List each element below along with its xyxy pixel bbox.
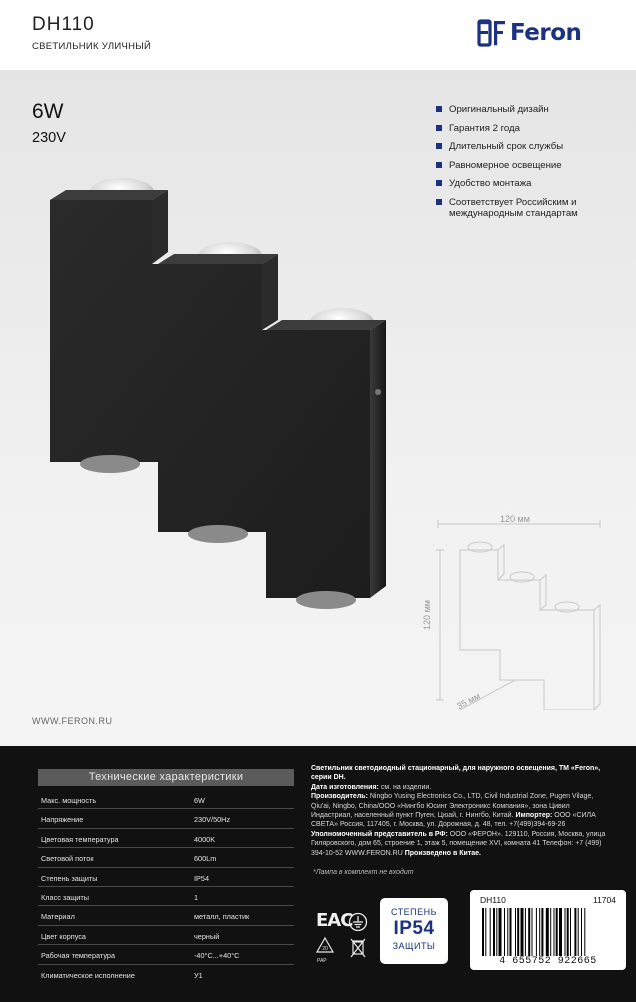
header xyxy=(0,0,636,70)
feature-item: Удобство монтажа xyxy=(436,178,626,189)
square-bullet-icon xyxy=(436,199,442,205)
feature-item: Соответствует Российским и международным стандартам xyxy=(436,197,626,219)
spec-row xyxy=(38,829,294,848)
lamp-note: *Лампа в комплект не входит xyxy=(313,869,414,876)
spec-name: Климатическое исполнение xyxy=(41,970,135,980)
barcode-bar xyxy=(510,908,512,956)
barcode-bar xyxy=(507,908,508,956)
spec-name: Цветовая температура xyxy=(41,834,119,844)
info-rep-value: ООО «ФЕРОН». 129110, Россия, Москва, улица Гиляровского, дом 65, строение 1, этаж 5, помещение XVI, комната 41 Телефон: +7 (499) 394-10-52 WWW.FERON.RU xyxy=(311,830,606,857)
info-importer-label: Импортер: xyxy=(513,812,553,820)
spec-row xyxy=(38,965,294,984)
barcode-article: 11704 xyxy=(592,895,616,905)
product-info-text xyxy=(311,764,611,858)
spec-value: 230V/50Hz xyxy=(194,815,231,825)
dimension-drawing xyxy=(421,510,610,715)
barcode-bar xyxy=(539,908,540,956)
spec-value: черный xyxy=(194,931,220,941)
feature-item: Гарантия 2 года xyxy=(436,123,626,134)
barcode-bar xyxy=(521,908,524,956)
barcode-bar xyxy=(584,908,585,956)
barcode-bar xyxy=(482,908,484,956)
barcode-bar xyxy=(556,908,558,956)
barcode-label xyxy=(470,890,626,970)
barcode-icon xyxy=(480,908,616,956)
spec-value: 6W xyxy=(194,796,205,805)
barcode-bar xyxy=(496,908,497,956)
barcode-bar xyxy=(485,908,486,956)
eac-mark-icon: EAC xyxy=(316,910,353,931)
dimension-diagram xyxy=(430,510,610,710)
spec-row xyxy=(38,809,294,828)
barcode-bar xyxy=(493,908,495,956)
info-description: Светильник светодиодный стационарный, для наружного освещения, ТМ «Feron», серии DH. xyxy=(311,765,601,782)
info-manufacturer-value: Ningbo Yusing Electronics Co., LTD, Civil Industrial Zone, Pugen Vilage, Qiu'ai, Ningbo, China/ООО «Нингбо Юсинг Электроникс Компания», зона Цивил Индастриал, населенный пункт Пуген, Цюай, г. Нингбо, Китай. xyxy=(311,793,594,820)
spec-value: 4000K xyxy=(194,834,216,844)
product-subtitle: СВЕТИЛЬНИК УЛИЧНЫЙ xyxy=(32,41,152,52)
info-date-label: Дата изготовления: xyxy=(311,783,379,791)
feature-list xyxy=(436,104,626,226)
spec-value: 1 xyxy=(194,892,199,902)
height-dimension: 120 мм xyxy=(421,600,432,630)
barcode-bar xyxy=(541,908,543,956)
spec-name: Световой поток xyxy=(41,854,94,864)
barcode-bar xyxy=(554,908,555,956)
ground-symbol-icon xyxy=(348,912,368,932)
spec-value: -40°C...+40°C xyxy=(194,951,240,961)
voltage-rating: 230V xyxy=(32,130,66,146)
ip-bottom-text: ЗАЩИТЫ xyxy=(392,941,436,951)
barcode-model: DH110 xyxy=(480,895,506,905)
barcode-bar xyxy=(517,908,519,956)
specs-title: Технические характеристики xyxy=(38,769,294,786)
ip-top-text: СТЕПЕНЬ xyxy=(390,907,438,917)
barcode-number: 4 655752 922665 xyxy=(499,956,597,967)
spec-row xyxy=(38,790,294,809)
barcode-bar xyxy=(490,908,491,956)
spec-name: Макс. мощность xyxy=(41,796,97,805)
depth-dimension: 35 мм xyxy=(455,690,482,712)
spec-value: У1 xyxy=(194,970,203,980)
spec-row xyxy=(38,868,294,887)
spec-row xyxy=(38,887,294,906)
main-panel xyxy=(0,70,636,746)
barcode-bar xyxy=(559,908,562,956)
width-dimension: 120 мм xyxy=(500,514,530,524)
barcode-bar xyxy=(499,908,502,956)
spec-row xyxy=(38,926,294,945)
feature-item: Длительный срок службы xyxy=(436,141,626,152)
barcode-bar xyxy=(528,908,530,956)
square-bullet-icon xyxy=(436,125,442,131)
barcode-bar xyxy=(532,908,533,956)
info-date-value: см. на изделии. xyxy=(378,783,432,791)
specs-table xyxy=(38,790,294,984)
feature-item: Равномерное освещение xyxy=(436,160,626,171)
spec-name: Напряжение xyxy=(41,815,84,825)
feron-logo-icon xyxy=(477,18,507,48)
barcode-bar xyxy=(574,908,576,956)
info-importer-value: ООО «СИЛА СВЕТА» Россия, 117405, г. Москва, ул. Дорожная, д. 48, тел. +7(499)394-69-26 xyxy=(311,812,596,829)
spec-row xyxy=(38,945,294,964)
pap-label: PAP xyxy=(317,958,327,964)
spec-name: Класс защиты xyxy=(41,892,89,902)
feature-item: Оригинальный дизайн xyxy=(436,104,626,115)
square-bullet-icon xyxy=(436,162,442,168)
barcode-bar xyxy=(525,908,526,956)
spec-row xyxy=(38,906,294,925)
ip-value: IP54 xyxy=(393,918,435,939)
barcode-bar xyxy=(581,908,582,956)
barcode-bar xyxy=(578,908,579,956)
barcode-bar xyxy=(515,908,516,956)
barcode-bar xyxy=(504,908,505,956)
recycle-pap-icon xyxy=(314,936,336,958)
square-bullet-icon xyxy=(436,143,442,149)
square-bullet-icon xyxy=(436,106,442,112)
product-image xyxy=(40,170,430,610)
info-manufacturer-label: Производитель: xyxy=(311,793,368,801)
spec-value: металл, пластик xyxy=(194,912,250,922)
barcode-bar xyxy=(550,908,551,956)
barcode-bar xyxy=(536,908,537,956)
spec-value: 600Lm xyxy=(194,854,217,864)
info-made-in: Произведено в Китае. xyxy=(402,849,481,857)
model-name: DH110 xyxy=(32,14,95,35)
power-rating: 6W xyxy=(32,100,64,123)
spec-name: Степень защиты xyxy=(41,873,98,883)
spec-row xyxy=(38,848,294,867)
weee-bin-icon xyxy=(348,936,368,960)
brand-name: Feron xyxy=(510,20,582,46)
spec-name: Материал xyxy=(41,912,75,922)
svg-text:20: 20 xyxy=(322,946,328,952)
spec-name: Цвет корпуса xyxy=(41,931,86,941)
barcode-bar xyxy=(565,908,566,956)
spec-name: Рабочая температура xyxy=(41,951,116,961)
feron-logo xyxy=(477,16,581,50)
barcode-bar xyxy=(570,908,571,956)
spec-value: IP54 xyxy=(194,873,210,883)
square-bullet-icon xyxy=(436,180,442,186)
info-rep-label: Уполномоченный представитель в РФ: xyxy=(311,830,448,838)
ip-rating-badge xyxy=(380,898,448,964)
barcode-bar xyxy=(546,908,549,956)
barcode-bar xyxy=(567,908,569,956)
website-link: WWW.FERON.RU xyxy=(32,716,113,726)
